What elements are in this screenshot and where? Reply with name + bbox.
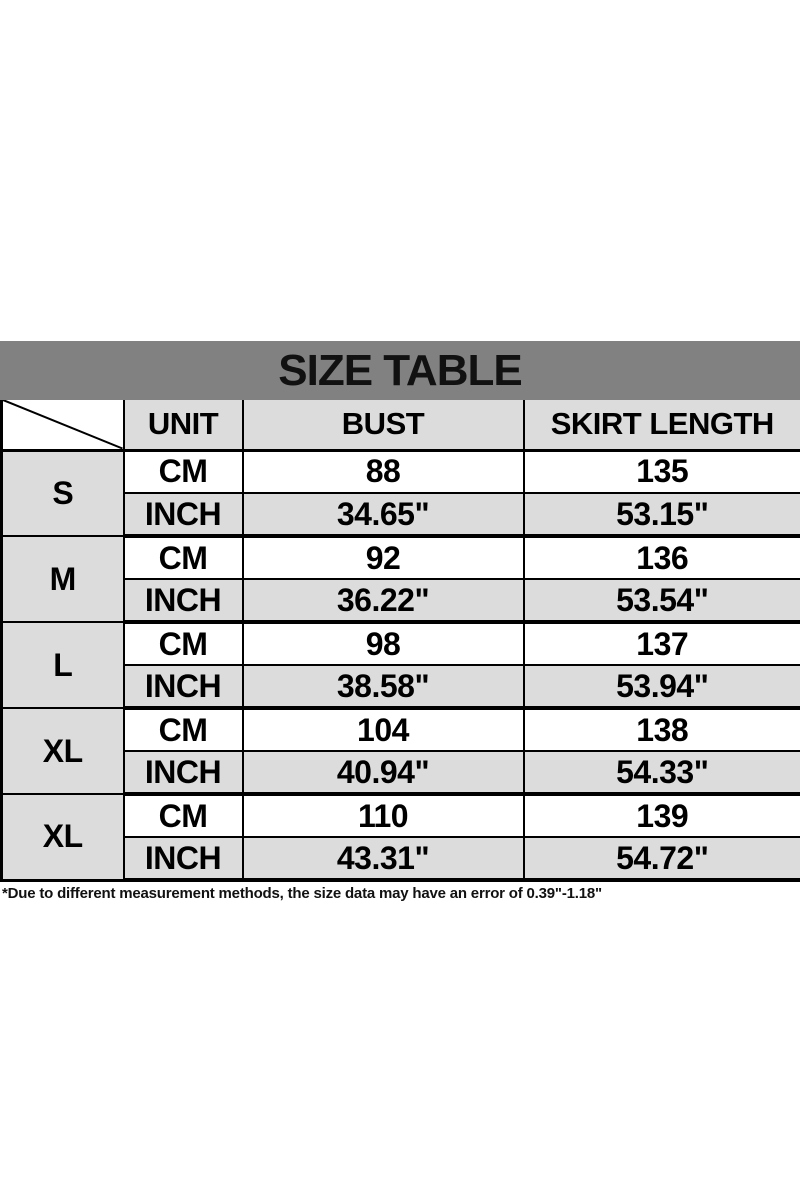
skirt-length-value-cell: 54.33" [524,751,800,794]
bust-value-cell: 34.65" [243,493,524,536]
bust-value-cell: 92 [243,536,524,579]
col-header-unit: UNIT [124,400,243,450]
unit-cell: CM [124,536,243,579]
skirt-length-value-cell: 135 [524,450,800,493]
table-row [2,622,800,665]
table-row [2,536,800,579]
size-table-title: SIZE TABLE [0,341,800,400]
unit-cell: INCH [124,837,243,880]
bust-value-cell: 98 [243,622,524,665]
col-header-skirt-length: SKIRT LENGTH [524,400,800,450]
size-table-sheet [0,341,800,902]
skirt-length-value-cell: 137 [524,622,800,665]
unit-cell: CM [124,622,243,665]
col-header-bust: BUST [243,400,524,450]
bust-value-cell: 88 [243,450,524,493]
size-label-cell: L [2,622,124,708]
unit-cell: INCH [124,751,243,794]
skirt-length-value-cell: 138 [524,708,800,751]
unit-cell: CM [124,794,243,837]
skirt-length-value-cell: 54.72" [524,837,800,880]
bust-value-cell: 110 [243,794,524,837]
skirt-length-value-cell: 53.54" [524,579,800,622]
size-table [0,400,800,882]
size-label-cell: M [2,536,124,622]
unit-cell: INCH [124,579,243,622]
bust-value-cell: 104 [243,708,524,751]
unit-cell: INCH [124,493,243,536]
measurement-error-footnote: *Due to different measurement methods, the size data may have an error of 0.39"-1.18" [2,885,602,902]
skirt-length-value-cell: 53.15" [524,493,800,536]
unit-cell: CM [124,708,243,751]
table-row [2,794,800,837]
unit-cell: INCH [124,665,243,708]
size-label-cell: S [2,450,124,536]
table-row [2,450,800,493]
diagonal-line-icon [3,400,123,449]
unit-cell: CM [124,450,243,493]
header-row [2,400,800,450]
bust-value-cell: 38.58" [243,665,524,708]
diagonal-header-cell [2,400,124,450]
size-label-cell: XL [2,794,124,880]
bust-value-cell: 36.22" [243,579,524,622]
table-row [2,708,800,751]
skirt-length-value-cell: 139 [524,794,800,837]
skirt-length-value-cell: 53.94" [524,665,800,708]
size-label-cell: XL [2,708,124,794]
skirt-length-value-cell: 136 [524,536,800,579]
bust-value-cell: 40.94" [243,751,524,794]
bust-value-cell: 43.31" [243,837,524,880]
